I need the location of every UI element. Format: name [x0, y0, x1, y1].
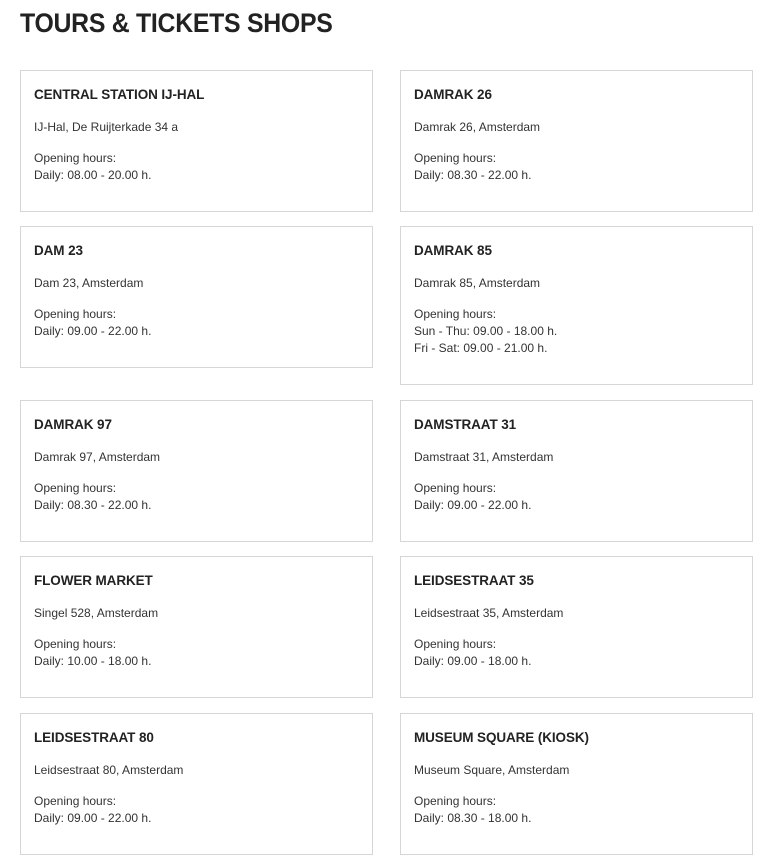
opening-hours-line: Fri - Sat: 09.00 - 21.00 h. — [414, 341, 548, 355]
opening-hours-line: Daily: 09.00 - 22.00 h. — [34, 324, 152, 338]
opening-hours-line: Daily: 09.00 - 22.00 h. — [34, 811, 152, 825]
shop-card — [20, 400, 373, 542]
shop-card — [400, 713, 753, 855]
shop-name: LEIDSESTRAAT 80 — [34, 730, 154, 745]
shop-name: FLOWER MARKET — [34, 573, 153, 588]
shop-name: DAM 23 — [34, 243, 83, 258]
opening-hours-line: Sun - Thu: 09.00 - 18.00 h. — [414, 324, 558, 338]
shop-name: DAMSTRAAT 31 — [414, 417, 517, 432]
shop-address: Leidsestraat 35, Amsterdam — [414, 606, 564, 620]
opening-hours — [414, 150, 739, 184]
opening-hours-label: Opening hours: — [34, 481, 117, 495]
shop-card — [20, 713, 373, 855]
shop-address: IJ-Hal, De Ruijterkade 34 a — [34, 120, 179, 134]
opening-hours — [414, 306, 739, 357]
shop-address: Damrak 97, Amsterdam — [34, 450, 161, 464]
shop-address: Dam 23, Amsterdam — [34, 276, 144, 290]
opening-hours-line: Daily: 08.30 - 22.00 h. — [34, 498, 152, 512]
shop-name: LEIDSESTRAAT 35 — [414, 573, 534, 588]
shop-address: Damrak 85, Amsterdam — [414, 276, 541, 290]
shop-card — [400, 226, 753, 385]
shop-address: Damstraat 31, Amsterdam — [414, 450, 554, 464]
opening-hours-label: Opening hours: — [414, 151, 497, 165]
shop-name: CENTRAL STATION IJ-HAL — [34, 87, 205, 102]
opening-hours-label: Opening hours: — [34, 151, 117, 165]
opening-hours-line: Daily: 10.00 - 18.00 h. — [34, 654, 152, 668]
opening-hours — [34, 636, 359, 670]
opening-hours-line: Daily: 09.00 - 18.00 h. — [414, 654, 532, 668]
shop-card — [400, 400, 753, 542]
opening-hours-line: Daily: 08.30 - 22.00 h. — [414, 168, 532, 182]
shop-address: Damrak 26, Amsterdam — [414, 120, 541, 134]
shop-card — [20, 70, 373, 212]
shop-address: Singel 528, Amsterdam — [34, 606, 159, 620]
opening-hours-label: Opening hours: — [34, 637, 117, 651]
shop-card — [20, 556, 373, 698]
opening-hours — [414, 480, 739, 514]
opening-hours-line: Daily: 08.00 - 20.00 h. — [34, 168, 152, 182]
opening-hours-label: Opening hours: — [414, 307, 497, 321]
opening-hours-label: Opening hours: — [414, 481, 497, 495]
shop-name: DAMRAK 97 — [34, 417, 112, 432]
shop-address: Museum Square, Amsterdam — [414, 763, 570, 777]
page-title: TOURS & TICKETS SHOPS — [20, 8, 333, 38]
opening-hours-label: Opening hours: — [414, 637, 497, 651]
shop-name: MUSEUM SQUARE (KIOSK) — [414, 730, 589, 745]
shop-card — [400, 556, 753, 698]
shop-card — [20, 226, 373, 368]
opening-hours — [414, 793, 739, 827]
opening-hours-line: Daily: 08.30 - 18.00 h. — [414, 811, 532, 825]
opening-hours — [34, 480, 359, 514]
shop-address: Leidsestraat 80, Amsterdam — [34, 763, 184, 777]
opening-hours — [34, 150, 359, 184]
shop-card — [400, 70, 753, 212]
shop-name: DAMRAK 26 — [414, 87, 492, 102]
opening-hours-label: Opening hours: — [34, 794, 117, 808]
shop-name: DAMRAK 85 — [414, 243, 492, 258]
opening-hours — [414, 636, 739, 670]
opening-hours-label: Opening hours: — [34, 307, 117, 321]
opening-hours-label: Opening hours: — [414, 794, 497, 808]
opening-hours-line: Daily: 09.00 - 22.00 h. — [414, 498, 532, 512]
opening-hours — [34, 306, 359, 340]
opening-hours — [34, 793, 359, 827]
